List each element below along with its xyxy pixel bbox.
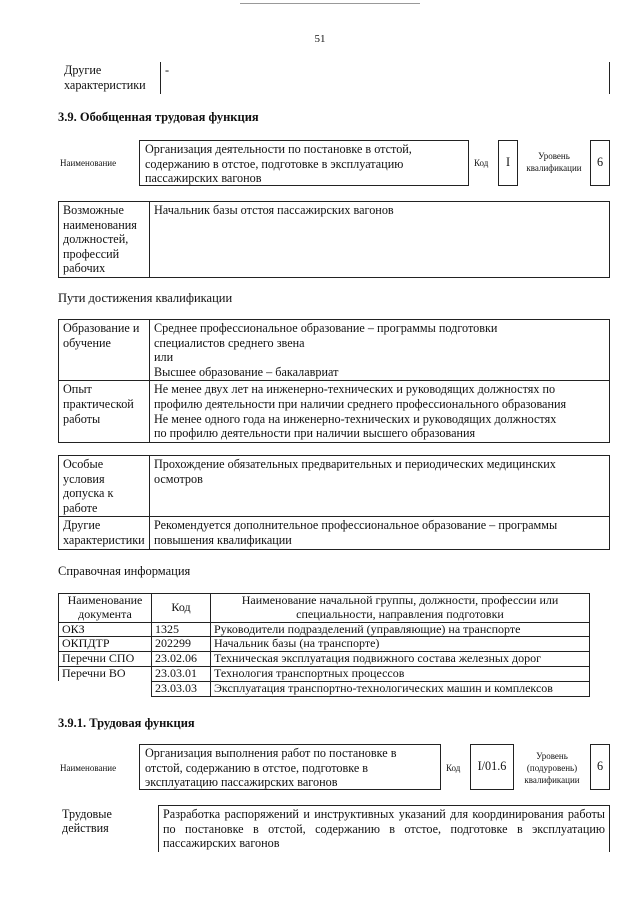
ref-name: Технология транспортных процессов [211,666,590,681]
other-characteristics-value: - [161,62,610,94]
ref-doc: Перечни ВО [59,666,152,681]
tf-name-value: Организация выполнения работ по постановке в отстой, содержанию в отстое, подготовке в эксплуатацию пассажирских вагонов [139,744,441,790]
education-label: Образование и обучение [59,320,150,381]
special-conditions-table [58,455,610,550]
reference-table [58,593,590,697]
tf-level-label: Уровень (подуровень) квалификации [524,751,580,785]
page-number: 51 [314,33,326,45]
qualification-paths-heading: Пути достижения квалификации [58,291,233,305]
gf-code-value: I [498,140,518,186]
ref-name: Эксплуатация транспортно-технологических машин и комплексов [211,681,590,696]
tf-code-label: Код [446,763,461,773]
admission-value: Прохождение обязательных предварительных и периодических медицинских осмотров [150,456,610,517]
ref-doc: ОКЗ [59,622,152,637]
ref-doc: Перечни СПО [59,652,152,667]
labor-actions-table [58,805,610,852]
ref-name: Руководители подразделений (управляющие) на транспорте [211,622,590,637]
generalized-function-heading: 3.9. Обобщенная трудовая функция [58,110,259,124]
ref-code: 23.03.03 [152,681,211,696]
experience-line: Не менее одного года на инженерно-технических и руководящих должностях [154,411,557,426]
ref-header-code: Код [152,594,211,623]
experience-label: Опыт практической работы [59,381,150,442]
gf-code-label: Код [474,158,489,168]
tf-code-value: I/01.6 [470,744,514,790]
labor-function-heading: 3.9.1. Трудовая функция [58,716,195,730]
ref-code: 1325 [152,622,211,637]
ref-name: Начальник базы (на транспорте) [211,637,590,652]
ref-code: 202299 [152,637,211,652]
table-row [59,666,590,681]
possible-positions-table [58,201,610,278]
gf-level-value: 6 [590,140,610,186]
education-line: Высшее образование – бакалавриат [154,364,339,379]
table-row [59,622,590,637]
possible-positions-value: Начальник базы отстоя пассажирских вагонов [150,202,610,278]
tf-name-label: Наименование [60,763,117,773]
top-rule [240,3,420,4]
ref-header-name: Наименование начальной группы, должности, профессии или специальности, направления подготовки [211,594,590,623]
other-characteristics-label: Другие характеристики [59,517,150,549]
reference-heading: Справочная информация [58,564,191,578]
admission-label: Особые условия допуска к работе [59,456,150,517]
gf-level-label: Уровень квалификации [526,151,582,173]
labor-actions-value: Разработка распоряжений и инструктивных указаний для координирования работы по постановке в отстой, содержанию в отстое, подготовке в эксплуатацию пассажирских вагонов [159,806,610,852]
education-line: Среднее профессиональное образование – программы подготовки [154,321,498,335]
ref-header-doc: Наименование документа [59,594,152,623]
experience-line: по профилю деятельности при наличии высшего образования [154,426,476,441]
education-line: специалистов среднего звена [154,335,305,350]
possible-positions-label: Возможные наименования должностей, профессий рабочих [59,202,150,278]
table-row [59,681,590,696]
ref-code: 23.02.06 [152,652,211,667]
experience-line: профилю деятельности при наличии среднего профессионального образования [154,396,567,411]
experience-value [150,381,610,442]
table-row [59,652,590,667]
other-characteristics-top-table [58,62,610,94]
experience-line: Не менее двух лет на инженерно-технических и руководящих должностях по [154,382,556,397]
ref-doc [59,681,152,696]
labor-actions-label: Трудовые действия [62,806,112,836]
education-line: или [154,350,174,365]
gf-name-label: Наименование [60,158,117,168]
education-value [150,320,610,381]
ref-name: Техническая эксплуатация подвижного состава железных дорог [211,652,590,667]
ref-code: 23.03.01 [152,666,211,681]
table-row [59,637,590,652]
other-characteristics-label: Другие характеристики [58,62,161,94]
qualification-paths-table [58,319,610,443]
ref-doc: ОКПДТР [59,637,152,652]
tf-level-value: 6 [590,744,610,790]
gf-name-value: Организация деятельности по постановке в отстой, содержанию в отстое, подготовке в эксплуатацию пассажирских вагонов [139,140,469,186]
other-characteristics-value: Рекомендуется дополнительное профессиональное образование – программы повышения квалификации [150,517,610,549]
